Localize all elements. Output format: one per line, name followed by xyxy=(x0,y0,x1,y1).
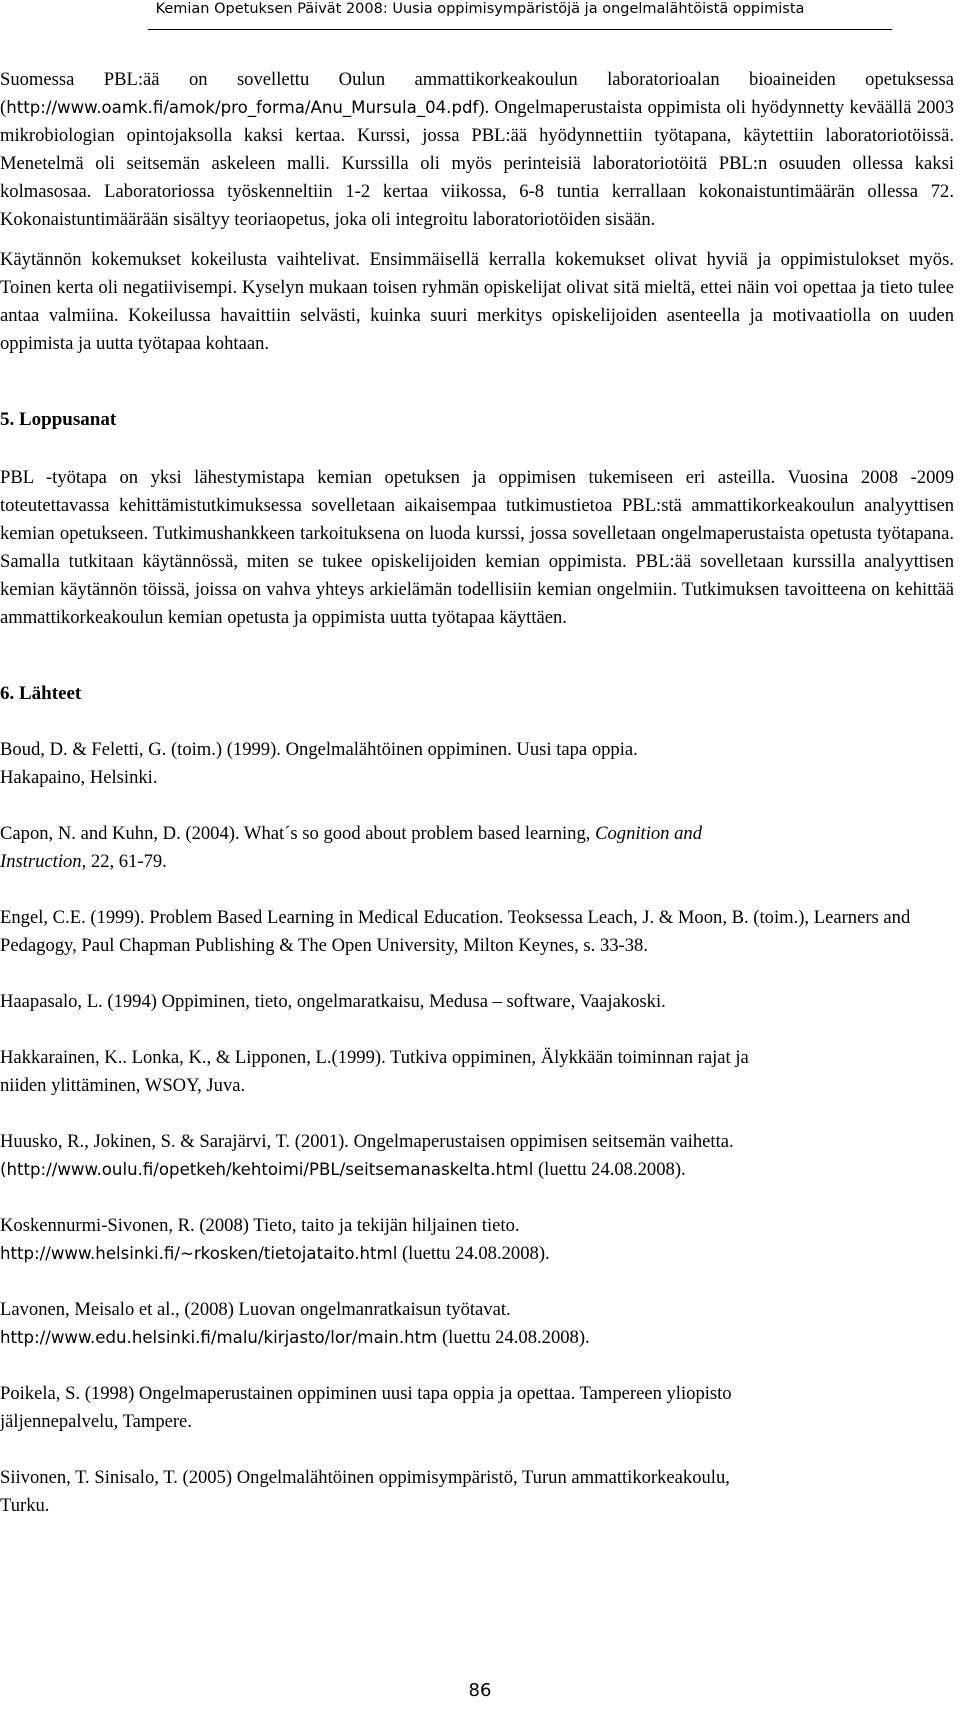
paragraph-experiences: Käytännön kokemukset kokeilusta vaihtelivat. Ensimmäisellä kerralla kokemukset olivat hyviä ja oppimistulokset myös. Toinen kerta oli negatiivisempi. Kyselyn mukaan toisen ryhmän opiskelijat olivat sitä mieltä, ettei näin voi opettaa ja tieto tulee antaa valmiina. Kokeilussa havaittiin selvästi, kuinka suuri merkitys opiskelijoiden asenteella ja motivaatiolla on uuden oppimista ja uutta työtapaa kohtaan. xyxy=(0,249,954,354)
reference-line xyxy=(0,848,954,876)
reference-line: Boud, D. & Feletti, G. (toim.) (1999). Ongelmalähtöinen oppiminen. Uusi tapa oppia. xyxy=(0,739,638,760)
paragraph-pbl-oulu xyxy=(0,66,954,234)
reference-poikela xyxy=(0,1380,954,1436)
reference-siivonen xyxy=(0,1464,954,1520)
reference-koskennurmi xyxy=(0,1212,954,1268)
reference-haapasalo: Haapasalo, L. (1994) Oppiminen, tieto, ongelmaratkaisu, Medusa – software, Vaajakoski. xyxy=(0,991,666,1012)
section-heading-lahteet: 6. Lähteet xyxy=(0,683,82,704)
reference-text: (luettu 24.08.2008). xyxy=(437,1327,590,1348)
reference-hakkarainen xyxy=(0,1044,954,1100)
reference-line: Koskennurmi-Sivonen, R. (2008) Tieto, taito ja tekijän hiljainen tieto. xyxy=(0,1215,520,1236)
running-header: Kemian Opetuksen Päivät 2008: Uusia oppimisympäristöjä ja ongelmalähtöistä oppimista xyxy=(155,1,805,17)
reference-text: Capon, N. and Kuhn, D. (2004). What´s so good about problem based learning, xyxy=(0,823,596,844)
page-content xyxy=(0,66,954,1520)
journal-title: Instruction xyxy=(0,851,82,872)
section-heading-loppusanat: 5. Loppusanat xyxy=(0,409,117,430)
reference-line xyxy=(0,1156,954,1184)
reference-capon xyxy=(0,820,954,876)
reference-line: niiden ylittäminen, WSOY, Juva. xyxy=(0,1075,246,1096)
reference-engel: Engel, C.E. (1999). Problem Based Learning in Medical Education. Teoksessa Leach, J. & Moon, B. (toim.), Learners and Pedagogy, Paul Chapman Publishing & The Open University, Milton Keynes, s. 33-38. xyxy=(0,907,911,956)
reference-line: Hakapaino, Helsinki. xyxy=(0,767,158,788)
paragraph-text: Suomessa PBL:ää on sovellettu Oulun ammattikorkeakoulun laboratorioalan bioaineiden opetuksessa ( xyxy=(0,69,954,118)
reference-line: Turku. xyxy=(0,1495,50,1516)
reference-line: Huusko, R., Jokinen, S. & Sarajärvi, T. (2001). Ongelmaperustaisen oppimisen seitsemän vaihetta. xyxy=(0,1131,734,1152)
reference-text: ( xyxy=(0,1160,7,1179)
reference-line: jäljennepalvelu, Tampere. xyxy=(0,1411,192,1432)
lavonen-link[interactable]: http://www.edu.helsinki.fi/malu/kirjasto/lor/main.htm xyxy=(0,1328,438,1347)
paragraph-loppusanat: PBL -työtapa on yksi lähestymistapa kemian opetuksen ja oppimisen tukemiseen eri asteilla. Vuosina 2008 -2009 toteutettavassa kehittämistutkimuksessa sovelletaan aikaisempaa tutkimustietoa PBL:stä ammattikorkeakoulun analyyttisen kemian opetukseen. Tutkimushankkeen tarkoituksena on luoda kurssi, jossa sovelletaan ongelmaperustaista opetusta työtapana. Samalla tutkitaan käytännössä, miten se tukee opiskelijoiden kemian oppimista. PBL:ää sovelletaan kurssilla analyyttisen kemian käytännön töissä, joissa on vahva yhteys arkielämän todellisiin kemian ongelmiin. Tutkimuksen tavoitteena on kehittää ammattikorkeakoulun kemian opetusta ja oppimista uutta työtapaa käyttäen. xyxy=(0,467,954,628)
reference-line xyxy=(0,1324,954,1352)
paragraph-text: ). Ongelmaperustaista oppimista oli hyödynnetty keväällä 2003 mikrobiologian opintojaksolla kaksi kertaa. Kurssi, jossa PBL:ää hyödynnettiin työtapana, käytettiin laboratoriotöissä. Menetelmä oli seitsemän askeleen malli. Kurssilla oli myös perinteisiä laboratoriotöitä PBL:n osuuden ollessa kaksi kolmasosaa. Laboratoriossa työskenneltiin 1-2 kertaa viikossa, 6-8 tuntia kerrallaan kokonaistuntimäärän ollessa 72. Kokonaistuntimäärään sisältyy teoriaopetus, joka oli integroitu laboratoriotöiden sisään. xyxy=(0,97,954,230)
reference-line: Hakkarainen, K.. Lonka, K., & Lipponen, L.(1999). Tutkiva oppiminen, Älykkään toiminnan rajat ja xyxy=(0,1047,749,1068)
reference-line xyxy=(0,820,954,848)
reference-text: (luettu 24.08.2008). xyxy=(397,1243,550,1264)
oamk-link[interactable]: http://www.oamk.fi/amok/pro_forma/Anu_Mursula_04.pdf xyxy=(6,98,479,117)
reference-lavonen xyxy=(0,1296,954,1352)
reference-text: , 22, 61-79. xyxy=(81,851,167,872)
huusko-link[interactable]: http://www.oulu.fi/opetkeh/kehtoimi/PBL/seitsemanaskelta.html xyxy=(6,1160,534,1179)
reference-boud xyxy=(0,736,954,792)
page-number: 86 xyxy=(468,1680,492,1701)
reference-line: Siivonen, T. Sinisalo, T. (2005) Ongelmalähtöinen oppimisympäristö, Turun ammattikorkeakoulu, xyxy=(0,1467,730,1488)
koskennurmi-link[interactable]: http://www.helsinki.fi/~rkosken/tietojataito.html xyxy=(0,1244,398,1263)
journal-title: Cognition and xyxy=(595,823,703,844)
reference-line: Poikela, S. (1998) Ongelmaperustainen oppiminen uusi tapa oppia ja opettaa. Tampereen yliopisto xyxy=(0,1383,732,1404)
header-rule xyxy=(148,29,892,30)
reference-text: (luettu 24.08.2008). xyxy=(533,1159,686,1180)
reference-line: Lavonen, Meisalo et al., (2008) Luovan ongelmanratkaisun työtavat. xyxy=(0,1299,511,1320)
reference-huusko xyxy=(0,1128,954,1184)
reference-line xyxy=(0,1240,954,1268)
